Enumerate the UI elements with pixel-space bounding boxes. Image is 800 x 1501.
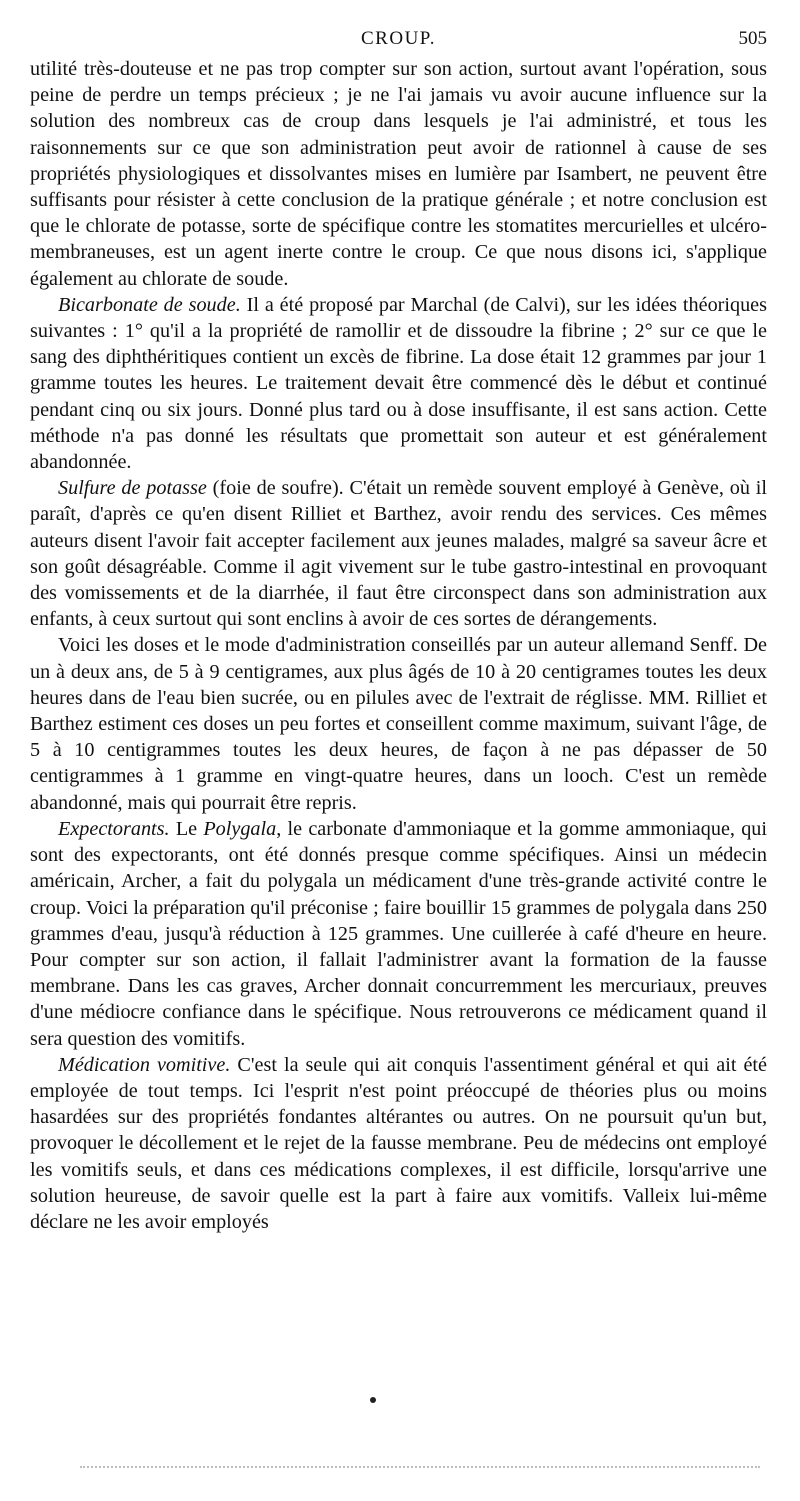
- paragraph-doses: [30, 632, 767, 815]
- paragraph-text: C'est la seule qui ait conquis l'assentiment général et qui ait été employée de tout temps. Ici l'esprit n'est point préoccupé de théories plus ou moins hasardées sur des propriétés fondantes altérantes ou autres. On ne poursuit qu'un but, provoquer le décollement et le rejet de la fausse membrane. Peu de médecins ont employé les vomitifs seuls, et dans ces médications complexes, il est difficile, lorsqu'arrive une solution heureuse, de savoir quelle est la part à faire aux vomitifs. Valleix lui-même déclare ne les avoir employés: [30, 1053, 767, 1233]
- paragraph-text: Il a été proposé par Marchal (de Calvi), sur les idées théoriques suivantes : 1° qu'il a la propriété de ramollir et de dissoudre la fibrine ; 2° sur ce que le sang des diphthéritiques contient un excès de fibrine. La dose était 12 grammes par jour 1 gramme toutes les heures. Le traitement devait être commencé dès le début et continué pendant cinq ou six jours. Donné plus tard ou à dose insuffisante, il est sans action. Cette méthode n'a pas donné les résultats que promettait son auteur et est généralement abandonnée.: [30, 293, 767, 474]
- body-text: [30, 56, 767, 1235]
- paragraph-text: utilité très-douteuse et ne pas trop compter sur son action, surtout avant l'opération, sous peine de perdre un temps précieux ; je ne l'ai jamais vu avoir aucune influence sur la solution des nombreux cas de croup dans lesquels je l'ai administré, et tous les raisonnements sur ce que son administration peut avoir de rationnel à cause de ses propriétés physiologiques et dissolvantes mises en lumière par Isambert, ne peuvent être suffisants pour résister à cette conclusion de la pratique générale ; et notre conclusion est que le chlorate de potasse, sorte de spécifique contre les stomatites mercurielles et ulcéro-membraneuses, est un agent inerte contre le croup. Ce que nous disons ici, s'applique également au chlorate de soude.: [30, 58, 767, 290]
- paragraph-text: (foie de soufre). C'était un remède souvent employé à Genève, où il paraît, d'après ce qu'en disent Rilliet et Barthez, avoir rendu des services. Ces mêmes auteurs disent l'avoir fait accepter facilement aux jeunes malades, malgré sa saveur âcre et son goût désagréable. Comme il agit vivement sur le tube gastro-intestinal en provoquant des vomissements et de la diarrhée, il faut être circonspect dans son administration aux enfants, à ceux surtout qui sont enclins à avoir de ces sortes de dérangements.: [30, 477, 767, 631]
- section-lead-expectorants: Expectorants.: [58, 817, 170, 840]
- section-lead-bicarbonate: Bicarbonate de soude.: [58, 293, 241, 316]
- scan-artifact-line: [80, 1466, 760, 1468]
- running-head: [30, 28, 767, 54]
- footer-dot: [370, 1397, 376, 1403]
- term-polygala: Polygala: [203, 817, 277, 840]
- paragraph-vomitive: [30, 1052, 767, 1235]
- paragraph-text: Voici les doses et le mode d'administration conseillés par un auteur allemand Senff. De un à deux ans, de 5 à 9 centigrames, aux plus âgés de 10 à 20 centigrames toutes les deux heures dans de l'eau bien sucrée, ou en pilules avec de l'extrait de réglisse. MM. Rilliet et Barthez estiment ces doses un peu fortes et conseillent comme maximum, suivant l'âge, de 5 à 10 centigrammes toutes les deux heures, de façon à ne pas dépasser de 50 centigrammes à 1 gramme en vingt-quatre heures, dans un looch. C'est un remède abandonné, mais qui pourrait être repris.: [30, 634, 767, 814]
- paragraph-sulfure: [30, 475, 767, 632]
- paragraph-expectorants: [30, 816, 767, 1052]
- paragraph-text: , le carbonate d'ammoniaque et la gomme ammoniaque, qui sont des expectorants, ont été donnés presque comme spécifiques. Ainsi un médecin américain, Archer, a fait du polygala un médicament d'une très-grande activité contre le croup. Voici la préparation qu'il préconise ; faire bouillir 15 grammes de polygala dans 250 grammes d'eau, jusqu'à réduction à 125 grammes. Une cuillerée à café d'heure en heure. Pour compter sur son action, il fallait l'administrer avant la formation de la fausse membrane. Dans les cas graves, Archer donnait concurremment les mercuriaux, preuves d'une médiocre confiance dans le spécifique. Nous retrouverons ce médicament quand il sera question des vomitifs.: [30, 817, 767, 1050]
- document-page: [30, 28, 767, 1235]
- paragraph-chlorate-conclusion: [30, 56, 767, 292]
- section-lead-vomitive: Médication vomitive.: [58, 1053, 231, 1076]
- section-lead-sulfure: Sulfure de potasse: [58, 477, 207, 500]
- running-title: CROUP.: [361, 28, 436, 49]
- paragraph-bicarbonate: [30, 292, 767, 475]
- page-number: 505: [738, 28, 767, 49]
- paragraph-text: Le: [169, 817, 204, 840]
